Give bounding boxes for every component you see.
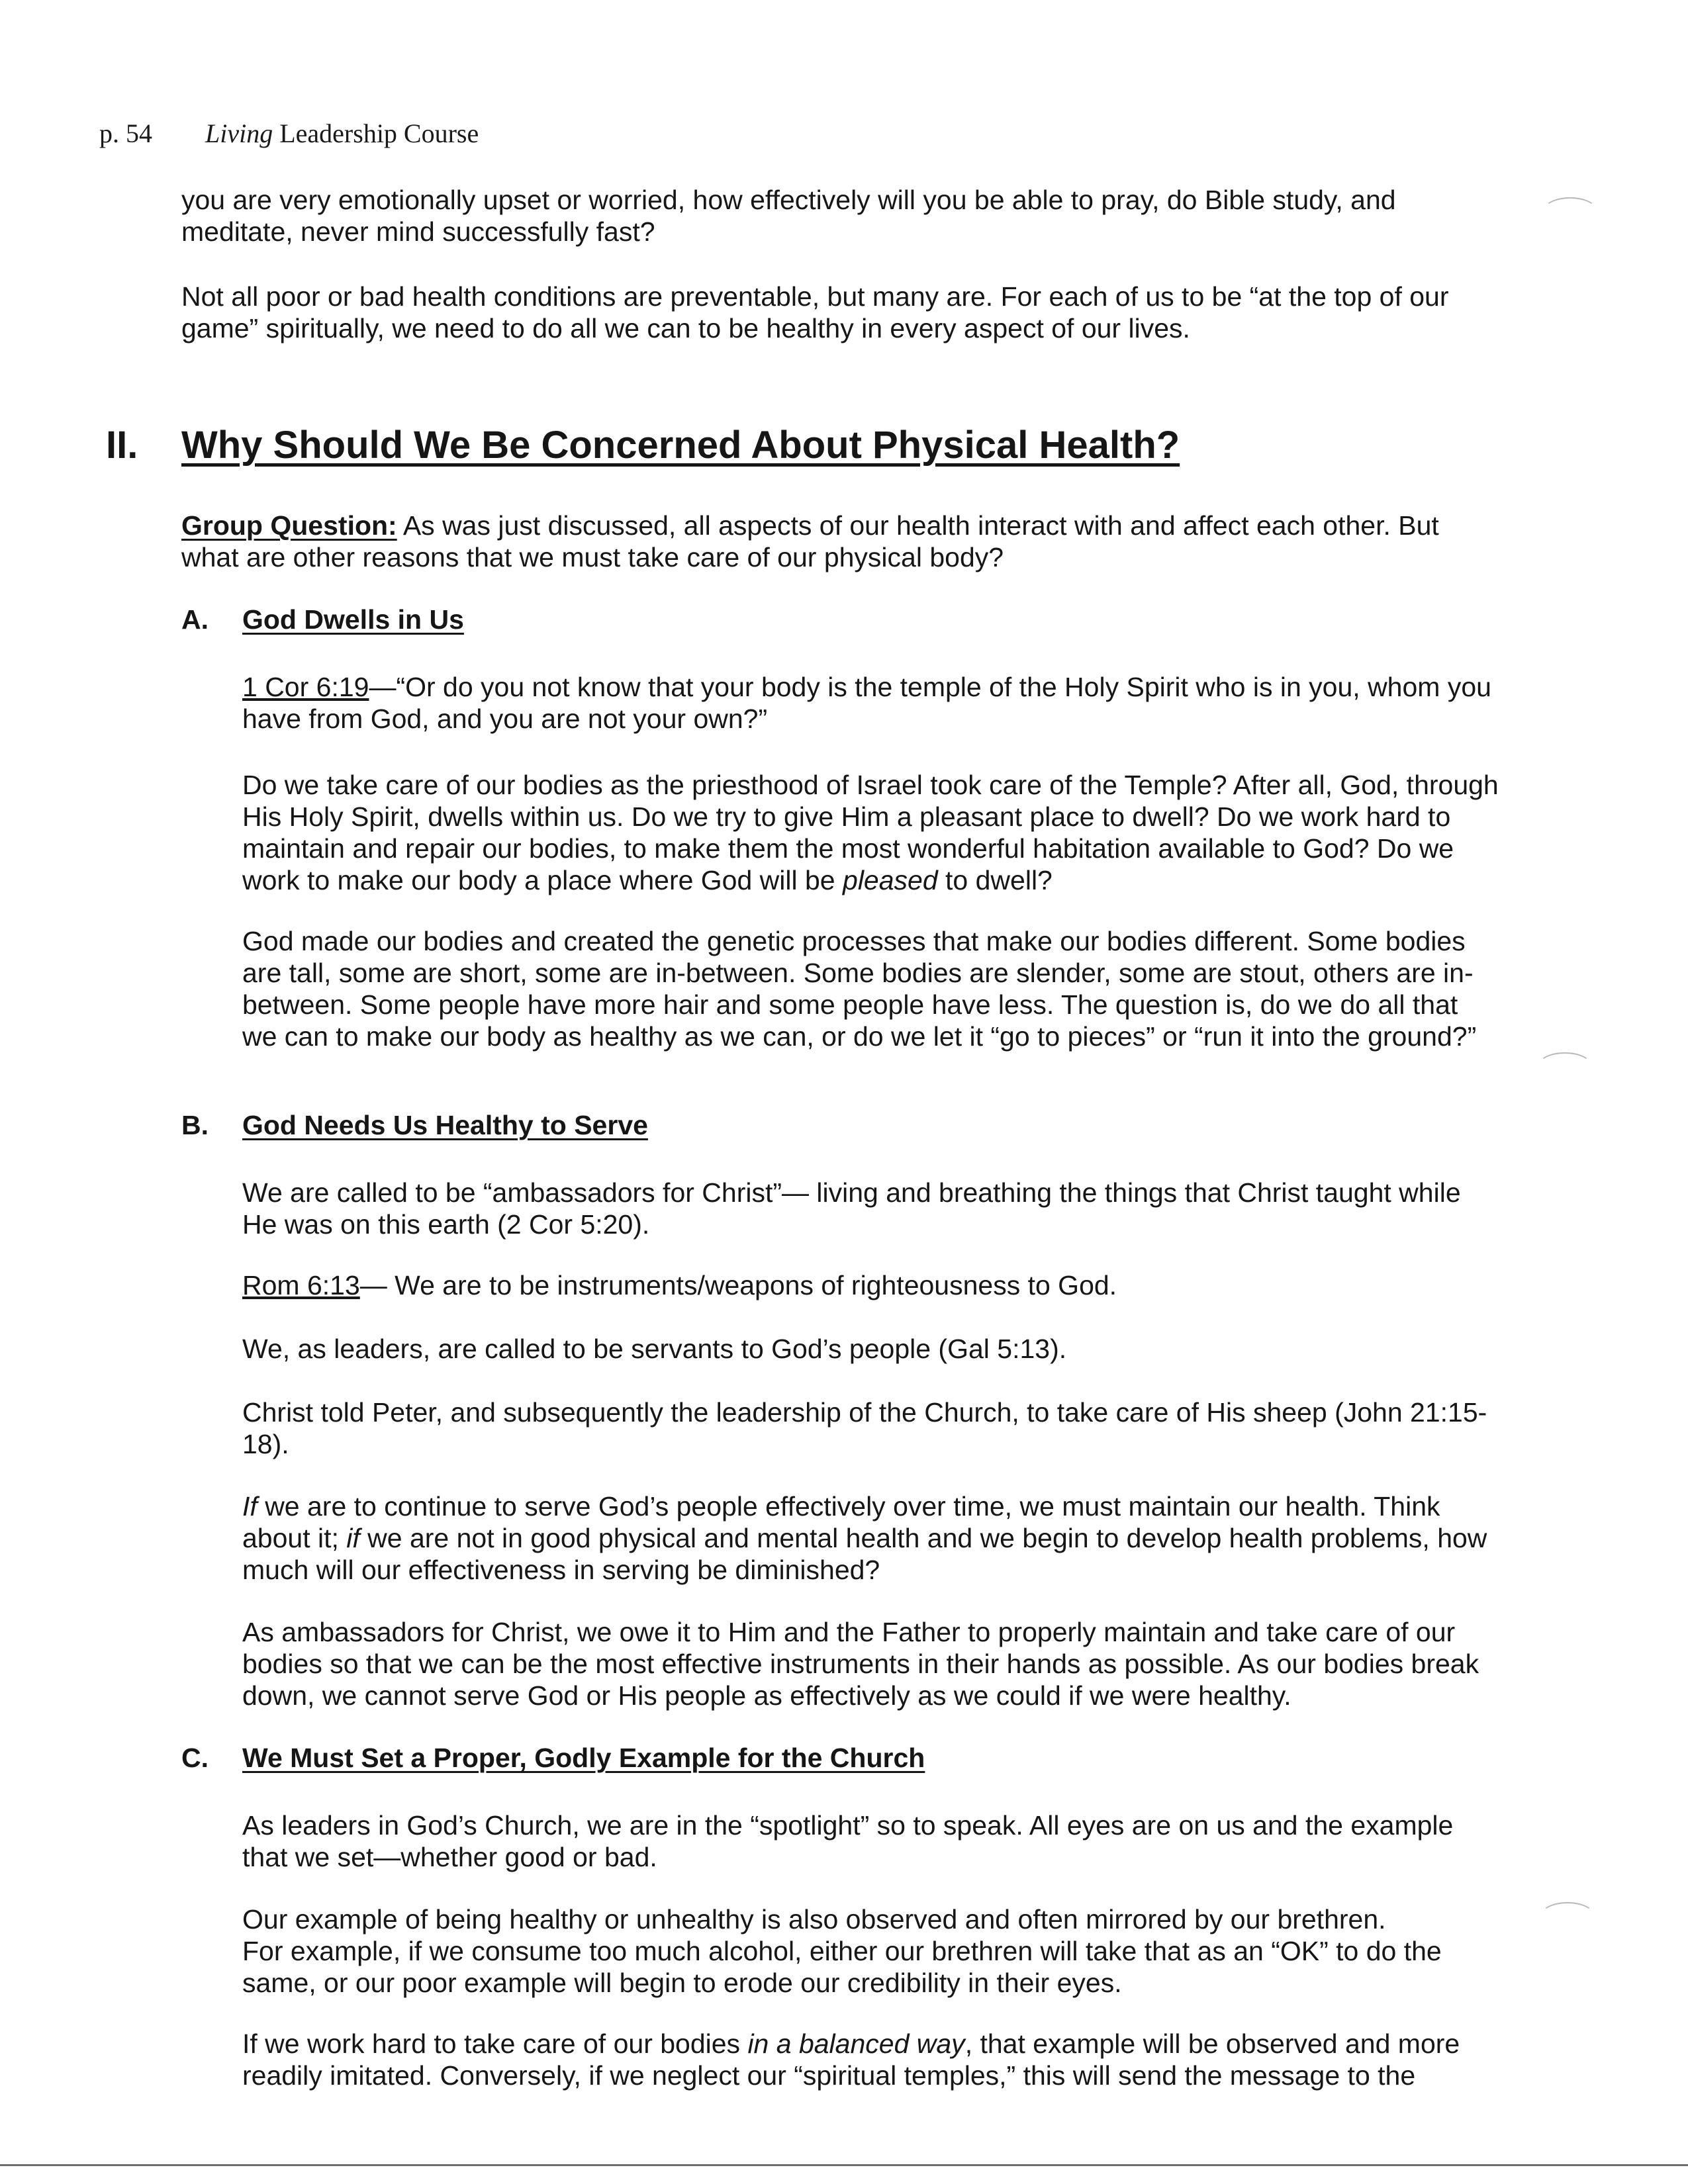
- subsection-b-paragraph-3: We, as leaders, are called to be servants to God’s people (Gal 5:13).: [242, 1334, 1067, 1364]
- subsection-b-paragraph-4: Christ told Peter, and subsequently the leadership of the Church, to take care of His sheep (John 21:15-18).: [242, 1397, 1487, 1459]
- course-title: Leadership Course: [279, 118, 479, 148]
- subsection-b-letter: B.: [181, 1110, 209, 1140]
- scan-hole-punch-mark: [1537, 1052, 1593, 1081]
- text-run: If we work hard to take care of our bodies: [242, 2028, 748, 2059]
- subsection-b-paragraph-1: We are called to be “ambassadors for Christ”— living and breathing the things that Christ taught while He was on this earth (2 Cor 5:20).: [242, 1177, 1461, 1240]
- emphasis: If: [242, 1491, 258, 1522]
- subsection-c-paragraph-1: As leaders in God’s Church, we are in the “spotlight” so to speak. All eyes are on us and the example that we set—whether good or bad.: [242, 1810, 1454, 1872]
- section-heading: [106, 422, 1180, 469]
- emphasis: if: [346, 1523, 360, 1553]
- course-title-italic: Living: [205, 118, 273, 148]
- scripture-text: — We are to be instruments/weapons of righteousness to God.: [359, 1270, 1117, 1300]
- subsection-a-heading: [181, 604, 464, 635]
- section-title: Why Should We Be Concerned About Physical Health?: [181, 424, 1180, 467]
- subsection-c-paragraph-2: [242, 1903, 1500, 1999]
- scan-hole-punch-mark: [1540, 1902, 1595, 1931]
- text-run: we are to continue to serve God’s people effectively over time, we must maintain our health. Think about it;: [242, 1491, 1440, 1553]
- text-run: Our example of being healthy or unhealthy is also observed and often mirrored by our brethren.: [242, 1904, 1386, 1934]
- scan-hole-punch-mark: [1542, 197, 1598, 226]
- text-run: For example, if we consume too much alcohol, either our brethren will take that as an “OK” to do the same, or our poor example will begin to erode our credibility in their eyes.: [242, 1936, 1442, 1998]
- subsection-b-paragraph-5: [242, 1490, 1500, 1586]
- subsection-a-title: God Dwells in Us: [242, 604, 464, 635]
- subsection-c-title: We Must Set a Proper, Godly Example for the Church: [242, 1743, 925, 1773]
- scripture-1cor: [242, 671, 1500, 735]
- section-number: II.: [106, 424, 138, 467]
- subsection-a-letter: A.: [181, 604, 209, 635]
- group-question-label: Group Question:: [181, 510, 397, 541]
- scan-bottom-edge: [0, 2164, 1688, 2166]
- subsection-b-paragraph-6: As ambassadors for Christ, we owe it to Him and the Father to properly maintain and take care of our bodies so that we can be the most effective instruments in their hands as possible. As our bodies break down, we cannot serve God or His people as effectively as we could if we were healthy.: [242, 1617, 1479, 1711]
- page-number: p. 54: [99, 118, 152, 148]
- subsection-a-paragraph-2: [242, 769, 1500, 896]
- text-run: Do we take care of our bodies as the priesthood of Israel took care of the Temple? After all, God, through His Holy Spirit, dwells within us. Do we try to give Him a pleasant place to dwell? Do we work hard to maintain and repair our bodies, to make them the most wonderful habitation available to God? Do we work to make our body a place where God will be: [242, 770, 1499, 895]
- subsection-b-title: God Needs Us Healthy to Serve: [242, 1110, 648, 1140]
- subsection-a-paragraph-3: God made our bodies and created the genetic processes that make our bodies different. Some bodies are tall, some are short, some are in-between. Some bodies are slender, some are stout, others are in-between. Some people have more hair and some people have less. The question is, do we do all that we can to make our body as healthy as we can, or do we let it “go to pieces” or “run it into the ground?”: [242, 926, 1477, 1052]
- intro-paragraph-2: Not all poor or bad health conditions are preventable, but many are. For each of us to be “at the top of our game” spiritually, we need to do all we can to be healthy in every aspect of our lives.: [181, 281, 1449, 343]
- page-header: [99, 118, 479, 149]
- scripture-rom: [242, 1269, 1500, 1301]
- subsection-c-paragraph-3: [242, 2028, 1500, 2091]
- intro-paragraph-1: you are very emotionally upset or worried, how effectively will you be able to pray, do Bible study, and meditate, never mind successfully fast?: [181, 185, 1396, 247]
- subsection-b-heading: [181, 1109, 648, 1141]
- subsection-c-letter: C.: [181, 1743, 209, 1773]
- scripture-ref: Rom 6:13: [242, 1270, 360, 1300]
- group-question: [181, 510, 1499, 573]
- text-run: to dwell?: [937, 865, 1053, 895]
- subsection-c-heading: [181, 1742, 925, 1774]
- text-run: we are not in good physical and mental health and we begin to develop health problems, how much will our effectiveness in serving be diminished?: [242, 1523, 1487, 1585]
- scripture-text: —“Or do you not know that your body is the temple of the Holy Spirit who is in you, whom you have from God, and you are not your own?”: [242, 672, 1491, 734]
- text-run: , that example will be observed and more readily imitated. Conversely, if we neglect our “spiritual temples,” this will send the message to the: [242, 2028, 1460, 2091]
- emphasis: pleased: [843, 865, 938, 895]
- group-question-text: As was just discussed, all aspects of our health interact with and affect each other. But what are other reasons that we must take care of our physical body?: [181, 510, 1439, 572]
- emphasis: in a balanced way: [747, 2028, 965, 2059]
- scripture-ref: 1 Cor 6:19: [242, 672, 369, 702]
